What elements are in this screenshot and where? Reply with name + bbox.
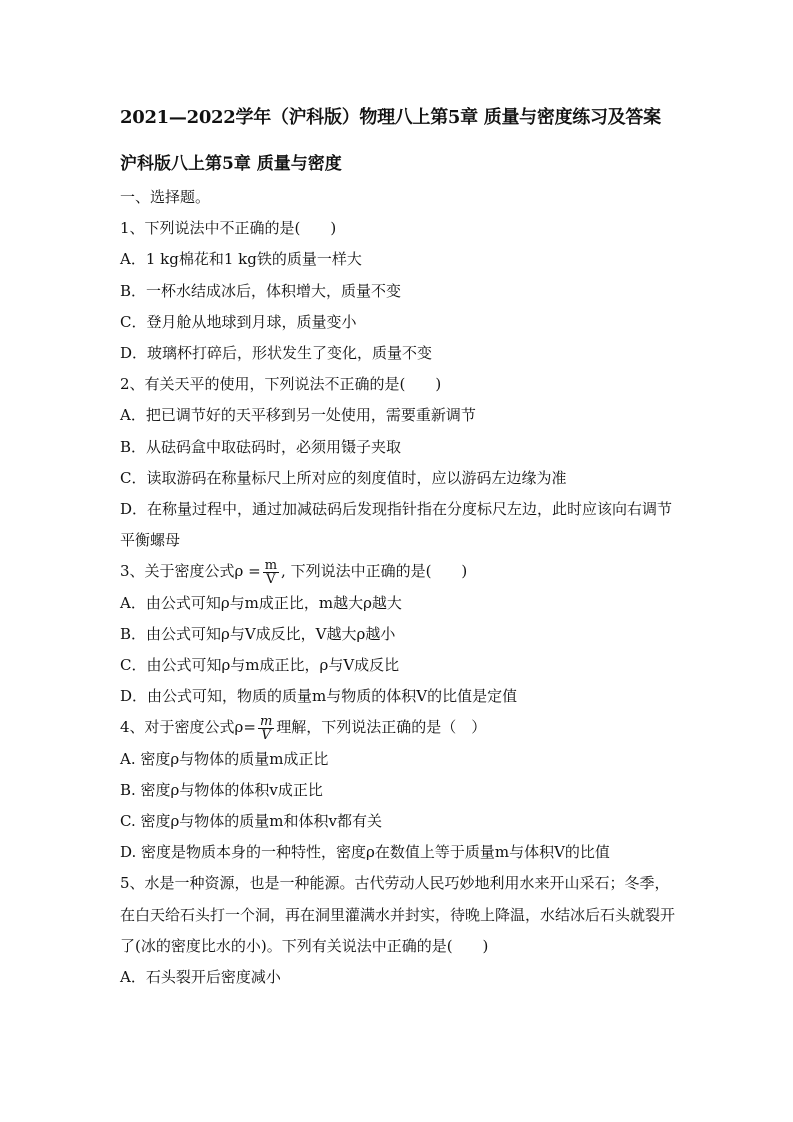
document-title: 2021—2022学年（沪科版）物理八上第5章 质量与密度练习及答案 — [120, 107, 661, 128]
q2-option-a: A．把已调节好的天平移到另一处使用，需要重新调节 — [120, 406, 476, 425]
q4-option-a: A. 密度ρ与物体的质量m成正比 — [120, 749, 329, 768]
q2-option-c: C．读取游码在称量标尺上所对应的刻度值时，应以游码左边缘为准 — [120, 468, 567, 487]
q4-option-b: B. 密度ρ与物体的体积v成正比 — [120, 780, 323, 799]
q1-stem: 1、下列说法中不正确的是( ) — [120, 219, 337, 238]
q3-option-b: B．由公式可知ρ与V成反比，V越大ρ越小 — [120, 624, 396, 643]
q1-option-c: C．登月舱从地球到月球，质量变小 — [120, 312, 357, 331]
q2-stem: 2、有关天平的使用，下列说法不正确的是( ) — [120, 375, 442, 394]
q1-option-d: D．玻璃杯打碎后，形状发生了变化，质量不变 — [120, 344, 433, 363]
fraction-denominator: V — [261, 727, 271, 743]
density-fraction-italic — [258, 715, 274, 742]
q4-option-d: D. 密度是物质本身的一种特性，密度ρ在数值上等于质量m与体积V的比值 — [120, 843, 610, 862]
q4-stem — [120, 712, 680, 743]
fraction-numerator: m — [259, 713, 273, 729]
q4-stem-post: 理解，下列说法正确的是（ ） — [276, 718, 487, 737]
q1-option-b: B．一杯水结成冰后，体积增大，质量不变 — [120, 281, 402, 300]
fraction-denominator: V — [266, 571, 276, 587]
q5-stem: 5、水是一种资源，也是一种能源。古代劳动人民巧妙地利用水来开山采石；冬季，在白天给石头打一个洞，再在洞里灌满水并封实，待晚上降温，水结冰后石头就裂开了(冰的密度比水的小)。下列有关说法中正确的是( ) — [120, 874, 676, 955]
q2-option-d: D．在称量过程中，通过加减砝码后发现指针指在分度标尺左边，此时应该向右调节平衡螺母 — [120, 500, 673, 550]
q3-stem — [120, 556, 680, 587]
q5-option-a: A．石头裂开后密度减小 — [120, 968, 281, 987]
section-heading: 一、选择题。 — [120, 188, 211, 206]
q3-option-d: D．由公式可知，物质的质量m与物质的体积V的比值是定值 — [120, 687, 518, 706]
q4-stem-pre: 4、对于密度公式ρ= — [120, 718, 256, 737]
q3-option-c: C．由公式可知ρ与m成正比，ρ与V成反比 — [120, 656, 400, 675]
density-fraction — [263, 559, 279, 586]
q2-option-b: B．从砝码盒中取砝码时，必须用镊子夹取 — [120, 437, 402, 456]
q4-option-c: C. 密度ρ与物体的质量m和体积v都有关 — [120, 812, 382, 831]
q3-stem-post: , 下列说法中正确的是( ) — [281, 562, 468, 581]
q3-stem-pre: 3、关于密度公式ρ = — [120, 562, 261, 581]
fraction-numerator: m — [264, 557, 278, 573]
document-body — [120, 104, 680, 993]
document-subtitle: 沪科版八上第5章 质量与密度 — [120, 154, 342, 174]
q1-option-a: A．1 kg棉花和1 kg铁的质量一样大 — [120, 250, 362, 269]
q3-option-a: A．由公式可知ρ与m成正比，m越大ρ越大 — [120, 593, 402, 612]
